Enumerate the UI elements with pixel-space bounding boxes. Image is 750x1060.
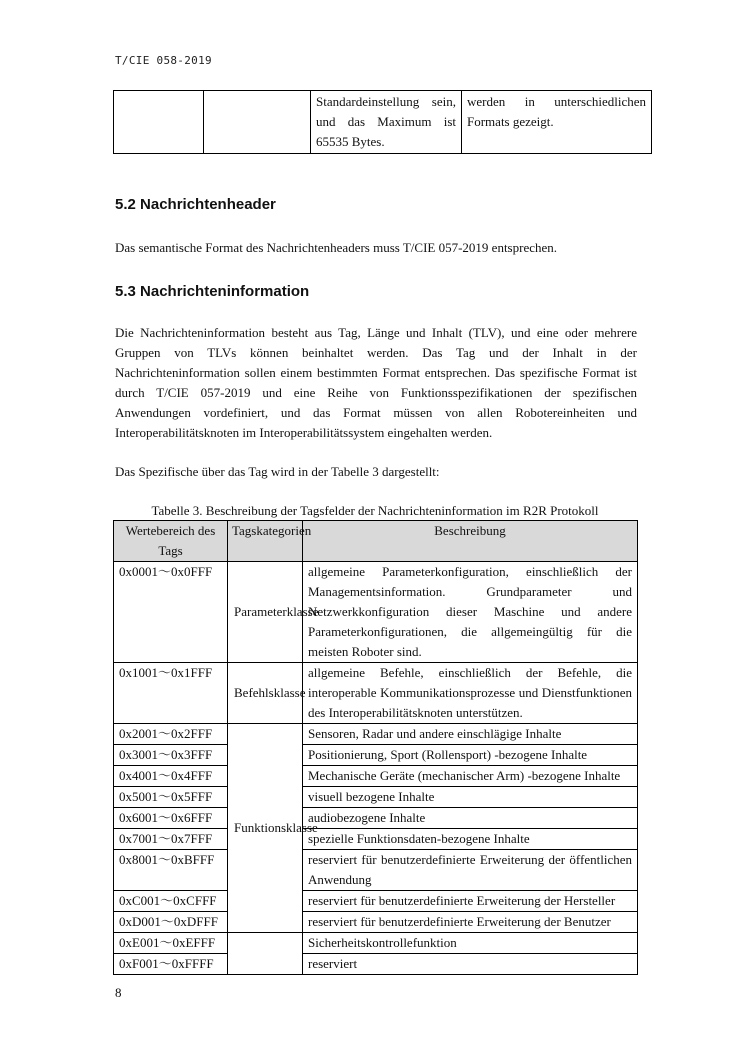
range-cell: 0xE001～0xEFFF bbox=[114, 933, 228, 954]
table-row bbox=[114, 562, 638, 663]
range-cell: 0x8001～0xBFFF bbox=[114, 850, 228, 891]
description-cell: allgemeine Befehle, einschließlich der Befehle, die interoperable Kommunikationsprozesse und Dienstfunktionen des Interoperabilitätsknoten unterstützen. bbox=[303, 663, 638, 724]
description-cell: reserviert für benutzerdefinierte Erweiterung der Benutzer bbox=[303, 912, 638, 933]
table-row bbox=[114, 766, 638, 787]
table-row bbox=[114, 91, 652, 154]
document-id: T/CIE 058-2019 bbox=[115, 54, 212, 67]
description-cell: reserviert bbox=[303, 954, 638, 975]
table-cell: Standardeinstellung sein, und das Maximum ist 65535 Bytes. bbox=[311, 91, 462, 154]
range-cell: 0xF001～0xFFFF bbox=[114, 954, 228, 975]
range-cell: 0x5001～0x5FFF bbox=[114, 787, 228, 808]
table-row bbox=[114, 954, 638, 975]
range-cell: 0x6001～0x6FFF bbox=[114, 808, 228, 829]
description-cell: Positionierung, Sport (Rollensport) -bezogene Inhalte bbox=[303, 745, 638, 766]
table-row bbox=[114, 745, 638, 766]
column-header: Wertebereich des Tags bbox=[114, 521, 228, 562]
description-cell: allgemeine Parameterkonfiguration, einschließlich der Managementsinformation. Grundparameter und Netzwerkkonfiguration dieser Maschine und andere Parameterkonfigurationen, die allgemeingültig für die meisten Roboter sind. bbox=[303, 562, 638, 663]
description-cell: reserviert für benutzerdefinierte Erweiterung der öffentlichen Anwendung bbox=[303, 850, 638, 891]
category-cell bbox=[228, 724, 318, 933]
table-row bbox=[114, 912, 638, 933]
table-row bbox=[114, 933, 638, 954]
table-caption: Tabelle 3. Beschreibung der Tagsfelder der Nachrichteninformation im R2R Protokoll bbox=[151, 503, 599, 518]
section-5-3-body: Die Nachrichteninformation besteht aus Tag, Länge und Inhalt (TLV), und eine oder mehrere Gruppen von TLVs können beinhaltet werden. Das Tag und der Inhalt in der Nachrichteninformation sollen einem bestimmten Format entsprechen. Das spezifische Format ist durch T/CIE 057-2019 und eine Reihe von Funktionsspezifikationen der spezifischen Anwendungen vordefiniert, und das Format müssen von allen Robotereinheiten und Interoperabilitätsknoten im Interoperabilitätssystem eingehalten werden. bbox=[115, 325, 637, 440]
section-5-3-intro: Das Spezifische über das Tag wird in der Tabelle 3 dargestellt: bbox=[115, 464, 440, 479]
category-label: Befehlsklasse bbox=[234, 685, 306, 700]
description-cell: spezielle Funktionsdaten-bezogene Inhalte bbox=[303, 829, 638, 850]
description-cell: Mechanische Geräte (mechanischer Arm) -bezogene Inhalte bbox=[303, 766, 638, 787]
tag-description-table bbox=[113, 520, 638, 975]
table-cell bbox=[114, 91, 204, 154]
category-cell bbox=[228, 663, 306, 724]
page-number: 8 bbox=[115, 985, 122, 1000]
continued-table bbox=[113, 90, 652, 154]
table-cell bbox=[204, 91, 311, 154]
table-row bbox=[114, 829, 638, 850]
range-cell: 0x3001～0x3FFF bbox=[114, 745, 228, 766]
table-row bbox=[114, 891, 638, 912]
category-cell bbox=[228, 933, 303, 975]
table-header-row bbox=[114, 521, 638, 562]
table-row bbox=[114, 724, 638, 745]
range-cell: 0x1001～0x1FFF bbox=[114, 663, 228, 724]
range-cell: 0xD001～0xDFFF bbox=[114, 912, 228, 933]
description-cell: audiobezogene Inhalte bbox=[303, 808, 638, 829]
table-row bbox=[114, 850, 638, 891]
category-cell bbox=[228, 562, 319, 663]
section-heading-5-2: 5.2 Nachrichtenheader bbox=[115, 196, 276, 213]
table-cell: werden in unterschiedlichen Formats gezeigt. bbox=[462, 91, 652, 154]
column-header: Tagskategorien bbox=[228, 521, 303, 562]
range-cell: 0x4001～0x4FFF bbox=[114, 766, 228, 787]
description-cell: reserviert für benutzerdefinierte Erweiterung der Hersteller bbox=[303, 891, 638, 912]
range-cell: 0x2001～0x2FFF bbox=[114, 724, 228, 745]
description-cell: Sicherheitskontrollefunktion bbox=[303, 933, 638, 954]
range-cell: 0x7001～0x7FFF bbox=[114, 829, 228, 850]
category-label: Funktionsklasse bbox=[234, 820, 318, 835]
range-cell: 0xC001～0xCFFF bbox=[114, 891, 228, 912]
table-row bbox=[114, 787, 638, 808]
category-label: Parameterklasse bbox=[234, 604, 319, 619]
table-row bbox=[114, 808, 638, 829]
description-cell: visuell bezogene Inhalte bbox=[303, 787, 638, 808]
table-row bbox=[114, 663, 638, 724]
description-cell: Sensoren, Radar und andere einschlägige Inhalte bbox=[303, 724, 638, 745]
section-heading-5-3: 5.3 Nachrichteninformation bbox=[115, 283, 310, 300]
section-5-2-body: Das semantische Format des Nachrichtenheaders muss T/CIE 057-2019 entsprechen. bbox=[115, 240, 557, 255]
range-cell: 0x0001～0x0FFF bbox=[114, 562, 228, 663]
column-header: Beschreibung bbox=[303, 521, 638, 562]
